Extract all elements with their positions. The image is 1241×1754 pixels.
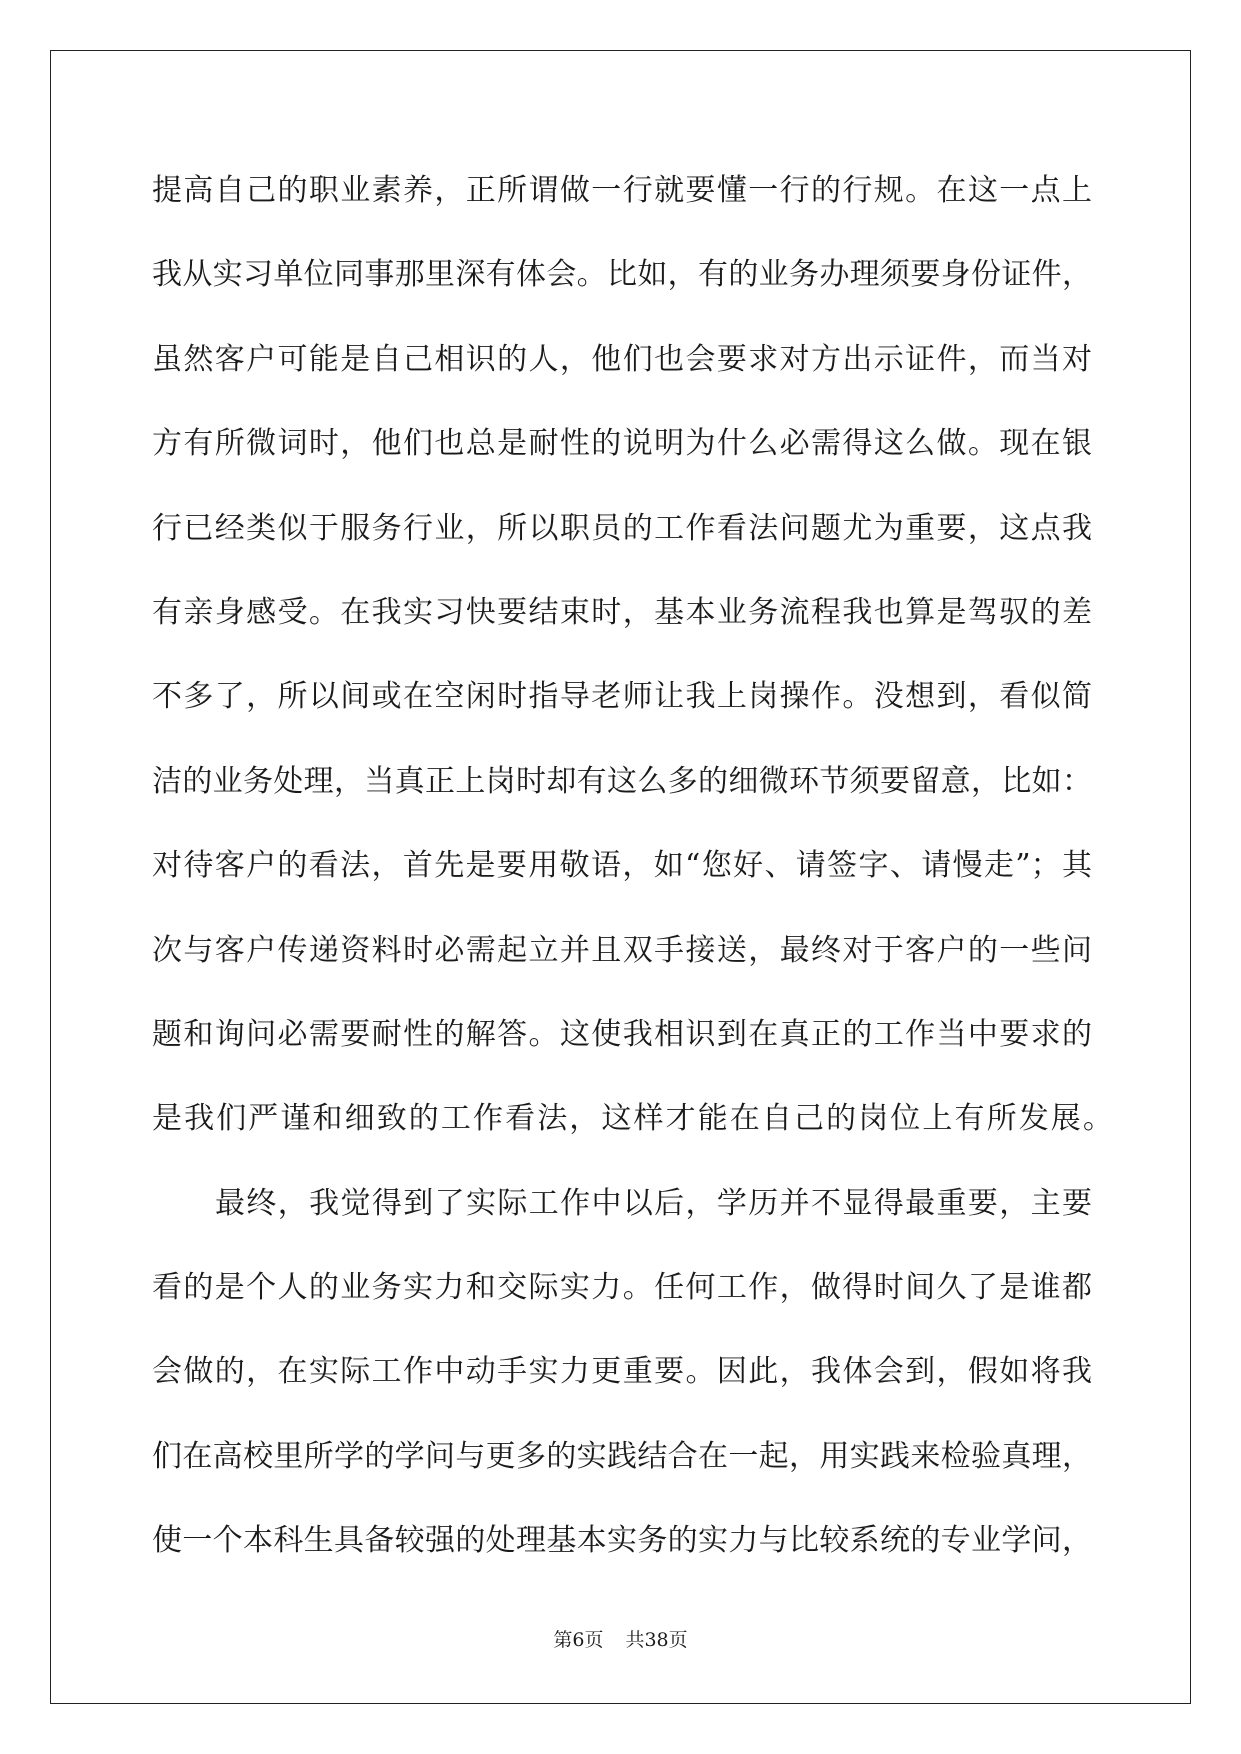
text-line: 洁的业务处理，当真正上岗时却有这么多的细微环节须要留意，比如：	[152, 763, 1092, 799]
page-footer	[0, 1628, 1241, 1652]
page-number: 第6页	[553, 1629, 604, 1651]
text-line: 提高自己的职业素养，正所谓做一行就要懂一行的行规。在这一点上	[152, 173, 1092, 208]
text-line: 虽然客户可能是自己相识的人，他们也会要求对方出示证件，而当对	[152, 341, 1092, 377]
page-total: 共38页	[625, 1629, 688, 1651]
text-line: 对待客户的看法，首先是要用敬语，如“您好、请签字、请慢走”；其	[152, 848, 1092, 884]
text-line: 行已经类似于服务行业，所以职员的工作看法问题尤为重要，这点我	[152, 510, 1092, 546]
text-line: 使一个本科生具备较强的处理基本实务的实力与比较系统的专业学问，	[152, 1523, 1092, 1559]
text-line: 方有所微词时，他们也总是耐性的说明为什么必需得这么做。现在银	[152, 426, 1092, 462]
text-line: 会做的，在实际工作中动手实力更重要。因此，我体会到，假如将我	[152, 1354, 1092, 1390]
text-line: 题和询问必需要耐性的解答。这使我相识到在真正的工作当中要求的	[152, 1016, 1092, 1052]
paragraph-last-line: 是我们严谨和细致的工作看法，这样才能在自己的岗位上有所发展。	[152, 1101, 1115, 1137]
text-line: 我从实习单位同事那里深有体会。比如，有的业务办理须要身份证件，	[152, 257, 1092, 293]
text-line: 看的是个人的业务实力和交际实力。任何工作，做得时间久了是谁都	[152, 1270, 1092, 1306]
text-line: 次与客户传递资料时必需起立并且双手接送，最终对于客户的一些问	[152, 932, 1092, 968]
text-line: 们在高校里所学的学问与更多的实践结合在一起，用实践来检验真理，	[152, 1438, 1092, 1474]
document-body	[152, 164, 1115, 1599]
text-line: 有亲身感受。在我实习快要结束时，基本业务流程我也算是驾驭的差	[152, 594, 1092, 630]
paragraph-first-line: 最终，我觉得到了实际工作中以后，学历并不显得最重要，主要	[215, 1185, 1092, 1221]
text-line: 不多了，所以间或在空闲时指导老师让我上岗操作。没想到，看似简	[152, 679, 1092, 715]
